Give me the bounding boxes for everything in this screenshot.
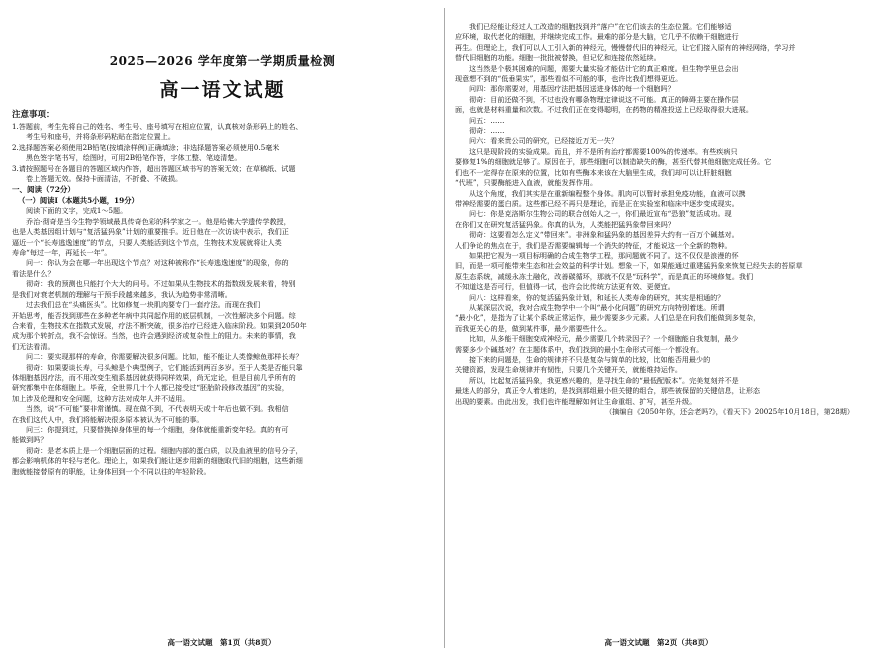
page-right xyxy=(447,0,870,656)
text-line: 接下来的问题是，生命的规律并不只是复杂与简单的比较，比如能否用最少的 xyxy=(469,355,711,364)
text-line: 也是人类基因组计划与“复活猛犸象”计划的重要推手。近日他在一次访谈中表示，我们正 xyxy=(12,227,289,237)
text-line: 这只是现阶段的实验成果。而且，并不是所有治疗都需要100%的传递率。有些疾病只 xyxy=(469,146,738,156)
text-line: 逼近一个“长寿逃逸速度”的节点，只要人类能活到这个节点，生物技术发展就将让人类 xyxy=(12,237,282,247)
text-line: 人们争论的焦点在于，我们是否需要编辑每一个消失的特征，才能说这一个全新的物种。 xyxy=(455,240,732,250)
text-line: 要修复1%的细胞就足够了。原因在于，那些细胞可以制造缺失的酶，甚至代替其他细胞完成任务。它 xyxy=(455,157,772,167)
passage-left xyxy=(12,217,433,477)
text-line: 寿命“每过一年，再延长一年”。 xyxy=(12,248,112,258)
text-line: 这当然是个极其困难的问题，需要大量实验才能估计它的真正难度。但生物学里总会出 xyxy=(469,63,739,73)
text-line: 不知道这是否可行，但值得一试，也许会比传统方法更有效、更便宜。 xyxy=(455,282,675,292)
text-line: 开始思考，能否找到那些在多种老年病中共同起作用的底层机制，一次性解决多个问题。综 xyxy=(12,310,296,320)
text-line: 彻奇：如果要谈长寿，弓头鲸是个典型例子，它们能活到两百多岁。至于人类是否能只靠 xyxy=(26,362,303,372)
text-line: 带神经需要的蛋白质。这些都已经不再只是理论，而是正在实验室和临床中逐步变成现实。 xyxy=(455,198,739,208)
text-line: 们无法看清。 xyxy=(12,341,55,351)
text-line: 能做到吗？ xyxy=(12,435,48,445)
text-line: 合来看，生物技术在指数式发展，疗法不断突破，很多治疗已经进入临床阶段。如果到2050年 xyxy=(12,320,307,330)
text-line: 考生号和座号，并将条形码粘贴在指定位置上。 xyxy=(26,132,175,142)
text-line: 问二：要实现那样的寿命，你需要解决很多问题。比如，能不能让人类像鲸鱼那样长寿？ xyxy=(26,352,303,362)
text-line: 最迷人的部分，真正令人着迷的，是找到那组最小但关键的组合，那些被保留的关键信息，让形态 xyxy=(455,386,761,396)
text-line: “最小化”，是指为了让某个系统正常运作，最少需要多少元素。人们总是在问我们能做到多复杂， xyxy=(455,313,761,323)
text-line: 加上涉及伦理和安全问题，这种方法对成年人并不适用。 xyxy=(12,393,190,403)
text-line: 卷上答题无效。保持卡面清洁，不折叠、不破损。 xyxy=(26,174,183,184)
passage-right xyxy=(455,22,858,407)
text-line: 问八：这样看来，你的复活猛犸象计划，和延长人类寿命的研究，其实是相通的？ xyxy=(469,292,725,302)
source-citation: （摘编自《2050年你，还会老吗?》，《看天下》20025年10月18日，第28期） xyxy=(605,407,854,417)
text-line: 乔治·彻奇是当今生物学领域最具传奇色彩的科学家之一。他是哈佛大学遗传学教授， xyxy=(26,216,291,226)
subsection-heading: （一）阅读Ⅰ（本题共5小题，19分） xyxy=(18,196,139,206)
text-line: 胞就能接替原有的职能，让身体回到一个不同以往的年轻阶段。 xyxy=(12,466,211,476)
notice-heading: 注意事项： xyxy=(12,110,55,120)
text-line: 彻奇：我的预测也只能打个大大的问号。不过如果从生物技术的指数级发展来看，特别 xyxy=(26,279,296,289)
text-line: 在你们又在研究复活猛犸象。你真的认为，人类能把猛犸象带回来吗？ xyxy=(455,219,675,229)
instruction: 阅读下面的文字，完成1～5题。 xyxy=(26,206,128,216)
text-line: 从某深层次说，我对合成生物学中一个叫“最小化问题”的研究方向特别着迷。所谓 xyxy=(469,302,725,312)
text-line: 在我们这代人中，我们将能解决很多原本被认为不可能的事。 xyxy=(12,414,204,424)
text-line: 1.答题前，考生先将自己的姓名、考生号、座号填写在相应位置，认真核对条形码上的姓名、 xyxy=(12,122,303,131)
text-line: 彻奇：是老本质上是一个细胞层面的过程。细胞内部的蛋白质，以及血液里的信号分子， xyxy=(26,445,303,455)
text-line: 体细胞基因疗法，而不用改变生殖系基因就获得同样效果，尚无定论，但是目前几乎所有的 xyxy=(12,372,296,382)
text-line: 需要多少个碱基对？在主题体系中，我们找到的最小生命形式可能一个都没有。 xyxy=(455,344,704,354)
text-line: 成为那个转折点，我不会惊讶。当然，也许会遇到经济或复杂性上的阻力。未来的事情，我 xyxy=(12,331,296,341)
text-line: 是我们对衰老机制的理解与干预手段越来越多，我认为趋势非常清晰。 xyxy=(12,289,232,299)
text-line: 关键资源，发现生命规律并有韧性，只要几个关键开关，就能维持运作。 xyxy=(455,365,682,375)
text-line: 问四：那你需要对，用基因疗法把基因送进身体的每一个细胞吗？ xyxy=(469,84,675,94)
text-line: 再生。但理论上，我们可以人工引入新的神经元，慢慢替代旧的神经元，让它们接入原有的神经网络，学习并 xyxy=(455,42,796,52)
text-line: 比如，从多能干细胞变成神经元，最少需要几个转录因子？一个细胞能自我复制，最少 xyxy=(469,334,739,344)
text-line: 问一：你认为会在哪一年出现这个节点？对这种被称作“长寿逃逸速度”的现象，你的 xyxy=(26,258,289,268)
text-line: 看法是什么？ xyxy=(12,268,55,278)
text-line: 问六：看来贵公司的研究，已经接近万无一失？ xyxy=(469,136,618,146)
text-line: 旧，而是一项可能带来生态和社会效益的科学计划。想象一下，如果能通过重建猛犸象来恢复已经失去的苔原草 xyxy=(455,261,803,271)
page-divider xyxy=(444,8,445,648)
text-line: 从这个角度，我们其实是在重新编程整个身体。肌肉可以暂时承担免疫功能，血液可以携 xyxy=(469,188,746,198)
text-line: 我们已经能让经过人工改造的细胞找到并“落户”在它们该去的生态位置。它们能够适 xyxy=(469,22,732,31)
text-line: 都会影响机体的年轻与老化。理论上，如果我们能让逐步用新的细胞取代旧的细胞，这些新细 xyxy=(12,456,303,466)
text-line: 出现的要素。由此出发，我们也许能理解如何让生命重组、扩写，甚至升级。 xyxy=(455,396,697,406)
text-line: 应环境，取代老化的细胞，并继续完成工作。最难的部分是大脑，它几乎不依赖干细胞进行 xyxy=(455,32,739,42)
text-line: 黑色签字笔书写，绘图时，可用2B铅笔作答，字体工整、笔迹清楚。 xyxy=(26,153,242,163)
section-heading: 一、阅读（72分） xyxy=(12,185,75,195)
text-line: 如果把它视为一项目标明确的合成生物学工程，那问题就不同了。这不仅仅是浪漫的怀 xyxy=(469,250,739,260)
text-line: 彻奇：这要看怎么定义“带回来”。非洲象和猛犸象的基因差异大约有一百万个碱基对。 xyxy=(469,230,739,240)
page-footer-right: 高一语文试题 第2页（共8页） xyxy=(604,638,713,647)
text-line: 而我更关心的是，做到某件事，最少需要些什么。 xyxy=(455,323,612,333)
text-line: 问三：你提到过，只要替换掉身体里的每一个细胞，身体就能重新变年轻。真的有可 xyxy=(26,424,289,434)
exam-title: 高一语文试题 xyxy=(159,79,286,101)
text-line: 3.请按照题号在各题目的答题区域内作答，超出答题区域书写的答案无效；在草稿纸、试题 xyxy=(12,163,296,173)
exam-header: 2025—2026 学年度第一学期质量检测 xyxy=(109,54,336,68)
text-line: 替代旧细胞的功能。细胞一批批被替换，但记忆和连接依然延续。 xyxy=(455,53,661,63)
text-line: 们也不一定得存在原来的位置，比如有些酶本来该在大脑里生成，我们却可以让肝脏细胞 xyxy=(455,167,732,177)
text-line: “代班”，只要酶能进入血液，就能发挥作用。 xyxy=(455,178,598,188)
text-line: 过去我们总在“头痛医头”。比如修复一块肌肉要专门一套疗法。而现在我们 xyxy=(26,300,261,310)
text-line: 问五：…… xyxy=(469,115,505,125)
notice-list xyxy=(12,122,433,184)
text-line: 问七：你是克洛斯尔生物公司的联合创始人之一，你们最近宣布“恐狼”复活成功。现 xyxy=(469,209,732,219)
text-line: 研究都集中在体细胞上。毕竟，全世界几十个人都已接受过“胚胎阶段修改基因”的实验， xyxy=(12,383,289,393)
text-line: 当然，说“不可能”要非常谨慎。现在做不到，不代表明天或十年后也做不到。我相信 xyxy=(26,404,289,414)
text-line: 彻奇：目前还做不到，不过也没有哪条物理定律说这不可能。真正的障碍主要在操作层 xyxy=(469,94,739,104)
text-line: 面，也就是材料重量和次数。不过我们正在变得聪明，在药物的精准投送上已经取得很大进展。 xyxy=(455,105,753,115)
page-footer-left: 高一语文试题 第1页（共8页） xyxy=(167,638,276,647)
text-line: 彻奇：…… xyxy=(469,126,505,136)
text-line: 原生态系统，减缓永冻土融化，改善碳循环，那就不仅是“玩科学”，而是真正的环境修复。我们 xyxy=(455,271,754,281)
text-line: 2.选择题答案必须使用2B铅笔(按填涂样例)正确填涂；非选择题答案必须使用0.5毫米 xyxy=(12,142,280,152)
text-line: 所以，比起复活猛犸象，我更感兴趣的，是寻找生命的“最低配版本”。完美复刻并不是 xyxy=(469,375,739,385)
text-line: 现意想不到的“低垂果实”，那些看似不可能的事，也许比我们想得更近。 xyxy=(455,74,683,84)
